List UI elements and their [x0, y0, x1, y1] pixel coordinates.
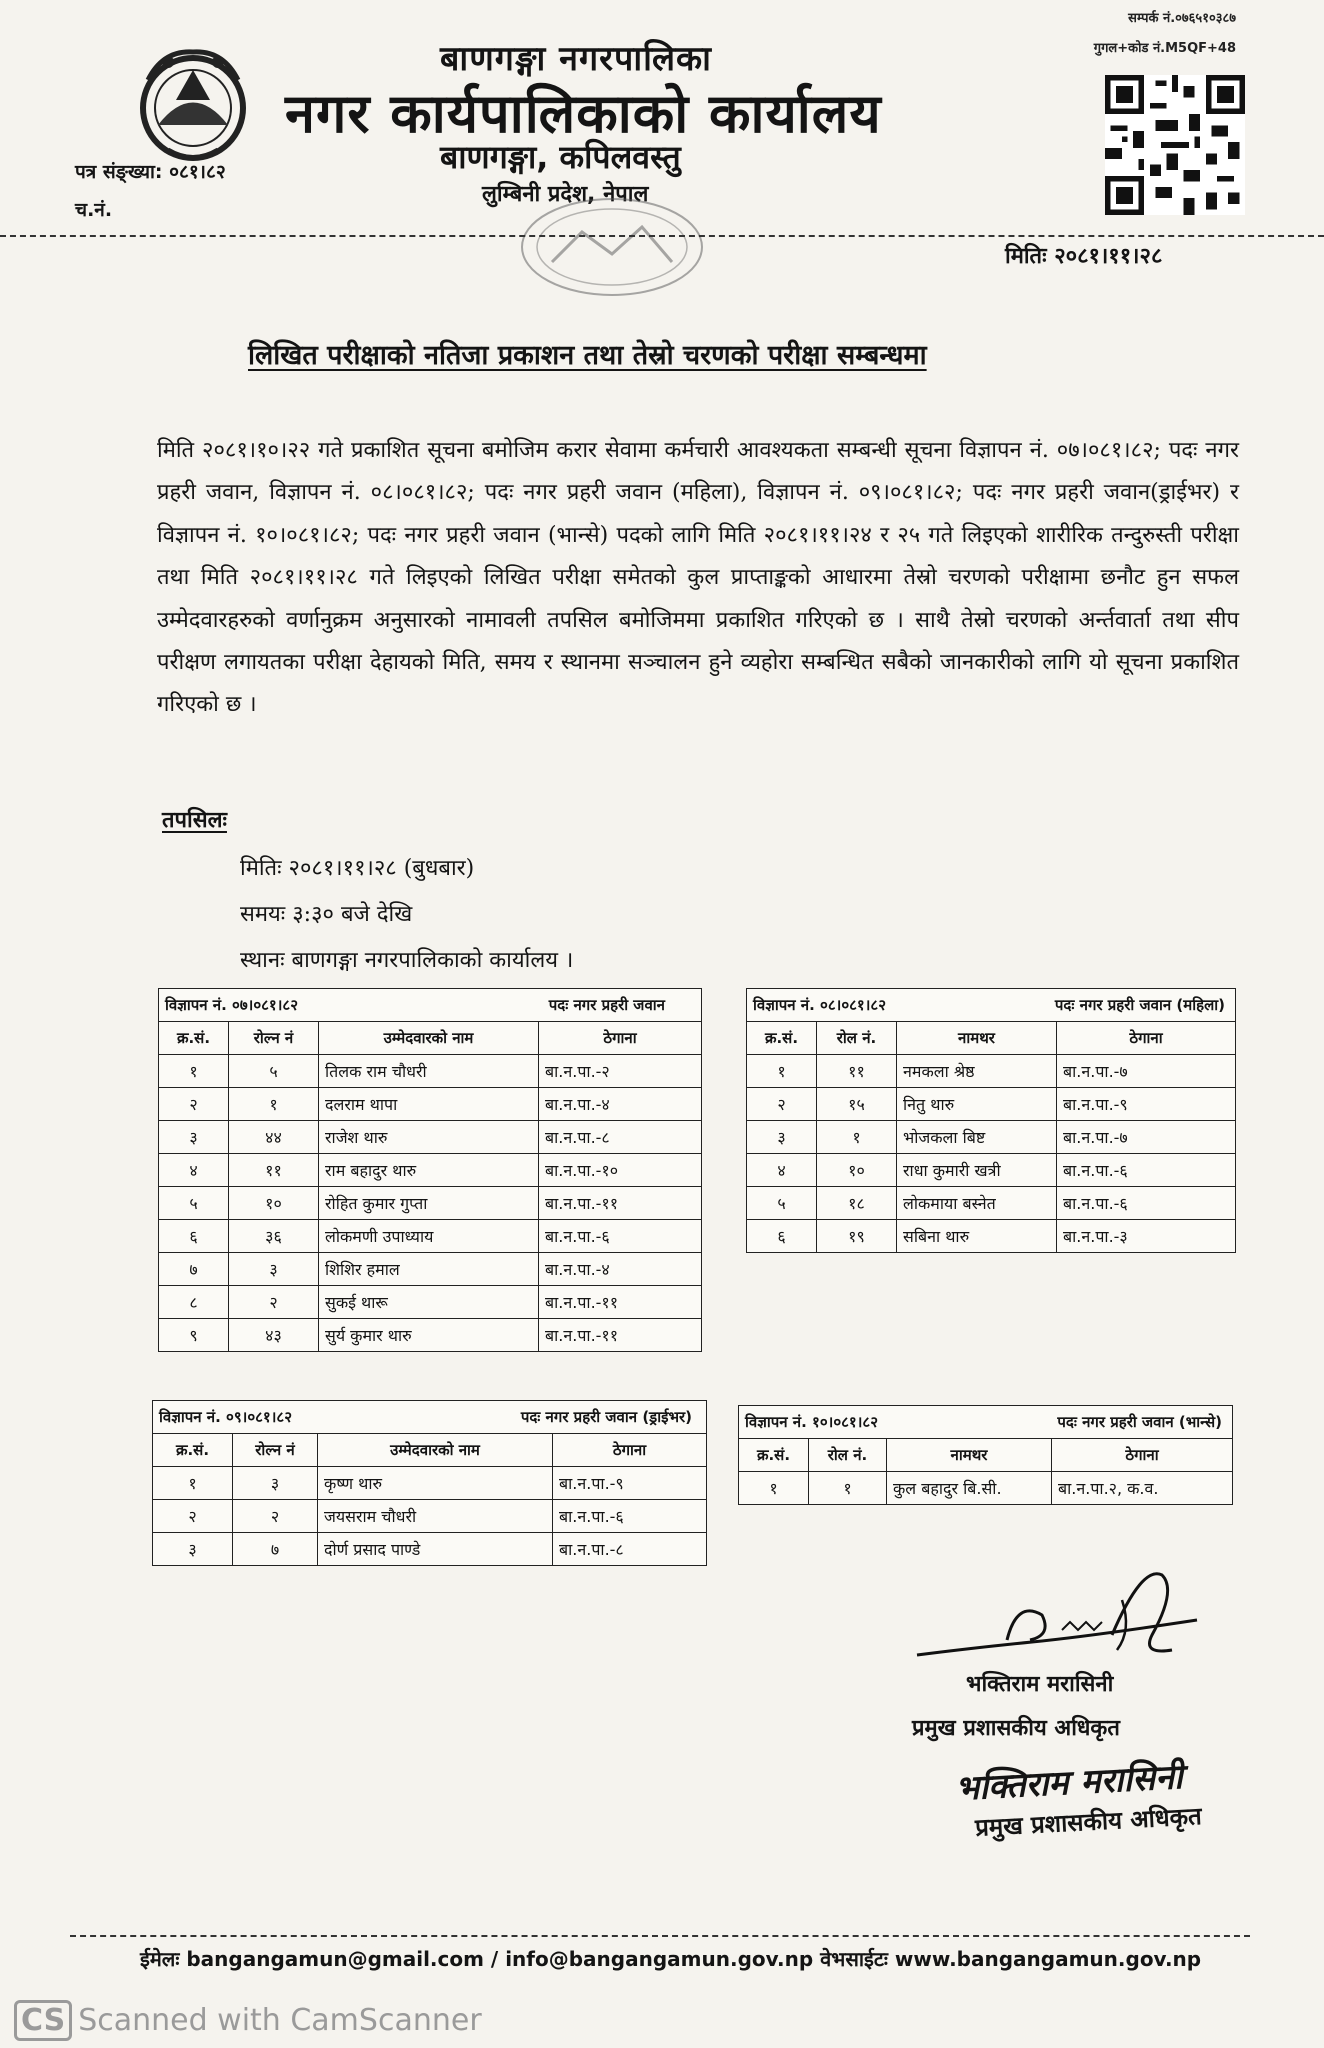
cell-address: बा.न.पा.-७	[1057, 1121, 1236, 1154]
cell-address: बा.न.पा.-७	[1057, 1055, 1236, 1088]
cell-serial: ४	[159, 1154, 229, 1187]
candidates-table-adv-08	[746, 988, 1236, 1253]
schedule-heading: तपसिलः	[162, 808, 227, 833]
table-row	[153, 1467, 707, 1500]
cell-address: बा.न.पा.-४	[539, 1253, 702, 1286]
cell-name: राजेश थारु	[319, 1121, 539, 1154]
cell-roll: १	[229, 1088, 319, 1121]
cell-address: बा.न.पा.-६	[553, 1500, 707, 1533]
cell-name: भोजकला बिष्ट	[897, 1121, 1057, 1154]
cell-address: बा.न.पा.-४	[539, 1088, 702, 1121]
cell-name: नमकला श्रेष्ठ	[897, 1055, 1057, 1088]
google-plus-code: गुगल+कोड नं.M5QF+48	[1093, 41, 1236, 56]
qr-code-icon	[1105, 75, 1245, 215]
table-post-name: पदः नगर प्रहरी जवान	[548, 996, 665, 1014]
table-post-name: पदः नगर प्रहरी जवान (महिला)	[1054, 996, 1225, 1014]
district-name: बाणगङ्गा, कपिलवस्तु	[440, 138, 681, 176]
cell-address: बा.न.पा.-१०	[539, 1154, 702, 1187]
table-adv-number: विज्ञापन नं. ०९।०८१।८२	[159, 1408, 293, 1426]
schedule-time: समयः ३:३० बजे देखि	[240, 902, 413, 927]
cell-serial: १	[159, 1055, 229, 1088]
cell-roll: २	[233, 1500, 318, 1533]
registration-number: सम्पर्क नं.०७६५१०३८७	[1128, 11, 1236, 26]
table-row	[159, 1220, 702, 1253]
cell-name: राधा कुमारी खत्री	[897, 1154, 1057, 1187]
cell-serial: ३	[159, 1121, 229, 1154]
cell-name: दलराम थापा	[319, 1088, 539, 1121]
col-name: उम्मेदवारको नाम	[319, 1022, 539, 1055]
table-row	[159, 1286, 702, 1319]
candidates-table-adv-09	[152, 1400, 707, 1566]
cell-name: दोर्ण प्रसाद पाण्डे	[318, 1533, 553, 1566]
table-row	[159, 1088, 702, 1121]
scanner-watermark	[14, 2000, 482, 2041]
cell-address: बा.न.पा.-११	[539, 1187, 702, 1220]
cell-roll: ४४	[229, 1121, 319, 1154]
col-serial: क्र.सं.	[153, 1434, 233, 1467]
office-stamp-icon	[512, 192, 712, 302]
cell-serial: ५	[747, 1187, 817, 1220]
col-roll: रोल्न नं	[229, 1022, 319, 1055]
office-name: नगर कार्यपालिकाको कार्यालय	[285, 82, 882, 145]
col-roll: रोल नं.	[817, 1022, 897, 1055]
cell-name: राम बहादुर थारु	[319, 1154, 539, 1187]
cell-serial: २	[159, 1088, 229, 1121]
table-post-name: पदः नगर प्रहरी जवान (ड्राईभर)	[520, 1408, 692, 1426]
col-roll: रोल नं.	[809, 1439, 887, 1472]
dispatch-number: च.नं.	[75, 199, 113, 221]
schedule-date: मितिः २०८१।११।२८ (बुधबार)	[240, 856, 475, 881]
table-row	[747, 1220, 1236, 1253]
government-emblem-icon	[128, 40, 258, 170]
candidates-table-adv-07	[158, 988, 702, 1352]
cell-serial: ४	[747, 1154, 817, 1187]
cell-address: बा.न.पा.-९	[553, 1467, 707, 1500]
cell-roll: ३६	[229, 1220, 319, 1253]
table-row	[159, 1187, 702, 1220]
seal-designation: प्रमुख प्रशासकीय अधिकृत	[974, 1802, 1203, 1842]
table-row	[739, 1472, 1233, 1505]
cell-name: सबिना थारु	[897, 1220, 1057, 1253]
col-address: ठेगाना	[553, 1434, 707, 1467]
cell-roll: १	[809, 1472, 887, 1505]
cell-roll: १८	[817, 1187, 897, 1220]
col-name: नामथर	[897, 1022, 1057, 1055]
table-row	[159, 1121, 702, 1154]
letter-number: पत्र संङ्ख्या: ०८१।८२	[75, 161, 226, 183]
cell-serial: ५	[159, 1187, 229, 1220]
col-roll: रोल्न नं	[233, 1434, 318, 1467]
cell-serial: ८	[159, 1286, 229, 1319]
cell-address: बा.न.पा.-११	[539, 1319, 702, 1352]
cell-address: बा.न.पा.-८	[553, 1533, 707, 1566]
col-name: उम्मेदवारको नाम	[318, 1434, 553, 1467]
cell-roll: १	[817, 1121, 897, 1154]
cell-roll: १०	[229, 1187, 319, 1220]
cell-name: जयसराम चौधरी	[318, 1500, 553, 1533]
col-serial: क्र.सं.	[159, 1022, 229, 1055]
cell-address: बा.न.पा.२, क.व.	[1052, 1472, 1233, 1505]
municipality-name: बाणगङ्गा नगरपालिका	[440, 39, 712, 79]
cell-address: बा.न.पा.-३	[1057, 1220, 1236, 1253]
col-serial: क्र.सं.	[739, 1439, 809, 1472]
cell-name: लोकमणी उपाध्याय	[319, 1220, 539, 1253]
cell-serial: ६	[747, 1220, 817, 1253]
cell-address: बा.न.पा.-६	[539, 1220, 702, 1253]
col-serial: क्र.सं.	[747, 1022, 817, 1055]
table-row	[747, 1088, 1236, 1121]
cell-roll: १०	[817, 1154, 897, 1187]
cell-address: बा.न.पा.-६	[1057, 1187, 1236, 1220]
cell-name: नितु थारु	[897, 1088, 1057, 1121]
cell-serial: ९	[159, 1319, 229, 1352]
cell-address: बा.न.पा.-९	[1057, 1088, 1236, 1121]
cell-address: बा.न.पा.-८	[539, 1121, 702, 1154]
notice-subject: लिखित परीक्षाको नतिजा प्रकाशन तथा तेस्रो चरणको परीक्षा सम्बन्धमा	[248, 340, 927, 371]
table-post-name: पदः नगर प्रहरी जवान (भान्से)	[1057, 1413, 1222, 1431]
cell-address: बा.न.पा.-६	[1057, 1154, 1236, 1187]
cell-serial: १	[739, 1472, 809, 1505]
cell-roll: ३	[233, 1467, 318, 1500]
col-address: ठेगाना	[1057, 1022, 1236, 1055]
cell-name: तिलक राम चौधरी	[319, 1055, 539, 1088]
cell-roll: ३	[229, 1253, 319, 1286]
cell-roll: ५	[229, 1055, 319, 1088]
cell-name: सुकई थारू	[319, 1286, 539, 1319]
candidates-table-adv-10	[738, 1405, 1233, 1505]
cell-roll: ११	[229, 1154, 319, 1187]
table-row	[747, 1121, 1236, 1154]
cell-roll: १९	[817, 1220, 897, 1253]
table-row	[159, 1154, 702, 1187]
cell-serial: १	[153, 1467, 233, 1500]
schedule-venue: स्थानः बाणगङ्गा नगरपालिकाको कार्यालय ।	[240, 948, 574, 973]
header-separator	[0, 235, 1324, 237]
cell-serial: ३	[153, 1533, 233, 1566]
cell-name: रोहित कुमार गुप्ता	[319, 1187, 539, 1220]
cell-serial: २	[747, 1088, 817, 1121]
signatory-designation: प्रमुख प्रशासकीय अधिकृत	[912, 1716, 1120, 1741]
cell-name: लोकमाया बस्नेत	[897, 1187, 1057, 1220]
table-adv-number: विज्ञापन नं. १०।०८१।८२	[745, 1413, 879, 1431]
cell-serial: ७	[159, 1253, 229, 1286]
col-name: नामथर	[887, 1439, 1052, 1472]
signatory-name: भक्तिराम मरासिनी	[966, 1672, 1114, 1697]
cell-roll: ११	[817, 1055, 897, 1088]
handwritten-signature-icon	[912, 1560, 1212, 1670]
cell-address: बा.न.पा.-२	[539, 1055, 702, 1088]
table-row	[747, 1055, 1236, 1088]
scanner-watermark-text: Scanned with CamScanner	[78, 2003, 482, 2038]
footer-separator	[70, 1935, 1250, 1937]
cell-name: कृष्ण थारु	[318, 1467, 553, 1500]
table-row	[153, 1500, 707, 1533]
table-row	[159, 1319, 702, 1352]
cell-name: कुल बहादुर बि.सी.	[887, 1472, 1052, 1505]
notice-date: मितिः २०८१।११।२८	[1005, 244, 1163, 269]
cell-serial: ३	[747, 1121, 817, 1154]
cell-serial: ६	[159, 1220, 229, 1253]
cell-serial: २	[153, 1500, 233, 1533]
cell-serial: १	[747, 1055, 817, 1088]
cell-address: बा.न.पा.-११	[539, 1286, 702, 1319]
table-row	[747, 1154, 1236, 1187]
camscanner-logo-icon: CS	[14, 2000, 72, 2041]
cell-name: सुर्य कुमार थारु	[319, 1319, 539, 1352]
col-address: ठेगाना	[1052, 1439, 1233, 1472]
table-adv-number: विज्ञापन नं. ०८।०८१।८२	[753, 996, 887, 1014]
col-address: ठेगाना	[539, 1022, 702, 1055]
footer-contact: ईमेलः bangangamun@gmail.com / info@bangangamun.gov.np वेभसाईटः www.bangangamun.gov.np	[140, 1947, 1202, 1971]
table-row	[159, 1055, 702, 1088]
notice-body: मिति २०८१।१०।२२ गते प्रकाशित सूचना बमोजिम करार सेवामा कर्मचारी आवश्यकता सम्बन्धी सूचना विज्ञापन नं. ०७।०८१।८२; पदः नगर प्रहरी जवान, विज्ञापन नं. ०८।०८१।८२; पदः नगर प्रहरी जवान (महिला), विज्ञापन नं. ०९।०८१।८२; पदः नगर प्रहरी जवान(ड्राईभर) र विज्ञापन नं. १०।०८१।८२; पदः नगर प्रहरी जवान (भान्से) पदको लागि मिति २०८१।११।२४ र २५ गते लिइएको शारीरिक तन्दुरुस्ती परीक्षा तथा मिति २०८१।११।२८ गते लिइएको लिखित परीक्षा समेतको कुल प्राप्ताङ्कको आधारमा तेस्रो चरणको परीक्षामा छनौट हुन सफल उम्मेदवारहरुको वर्णानुक्रम अनुसारको नामावली तपसिल बमोजिममा प्रकाशित गरिएको छ । साथै तेस्रो चरणको अर्न्तवार्ता तथा सीप परीक्षण लगायतका परीक्षा देहायको मिति, समय र स्थानमा सञ्चालन हुने व्यहोरा सम्बन्धित सबैको जानकारीको लागि यो सूचना प्रकाशित गरिएको छ ।	[157, 438, 1239, 718]
seal-name: भक्तिराम मरासिनी	[954, 1757, 1184, 1809]
table-adv-number: विज्ञापन नं. ०७।०८१।८२	[165, 996, 299, 1014]
table-row	[747, 1187, 1236, 1220]
table-row	[153, 1533, 707, 1566]
cell-roll: २	[229, 1286, 319, 1319]
table-row	[159, 1253, 702, 1286]
cell-roll: १५	[817, 1088, 897, 1121]
cell-name: शिशिर हमाल	[319, 1253, 539, 1286]
province-country: लुम्बिनी प्रदेश, नेपाल	[482, 182, 649, 207]
cell-roll: ४३	[229, 1319, 319, 1352]
cell-roll: ७	[233, 1533, 318, 1566]
